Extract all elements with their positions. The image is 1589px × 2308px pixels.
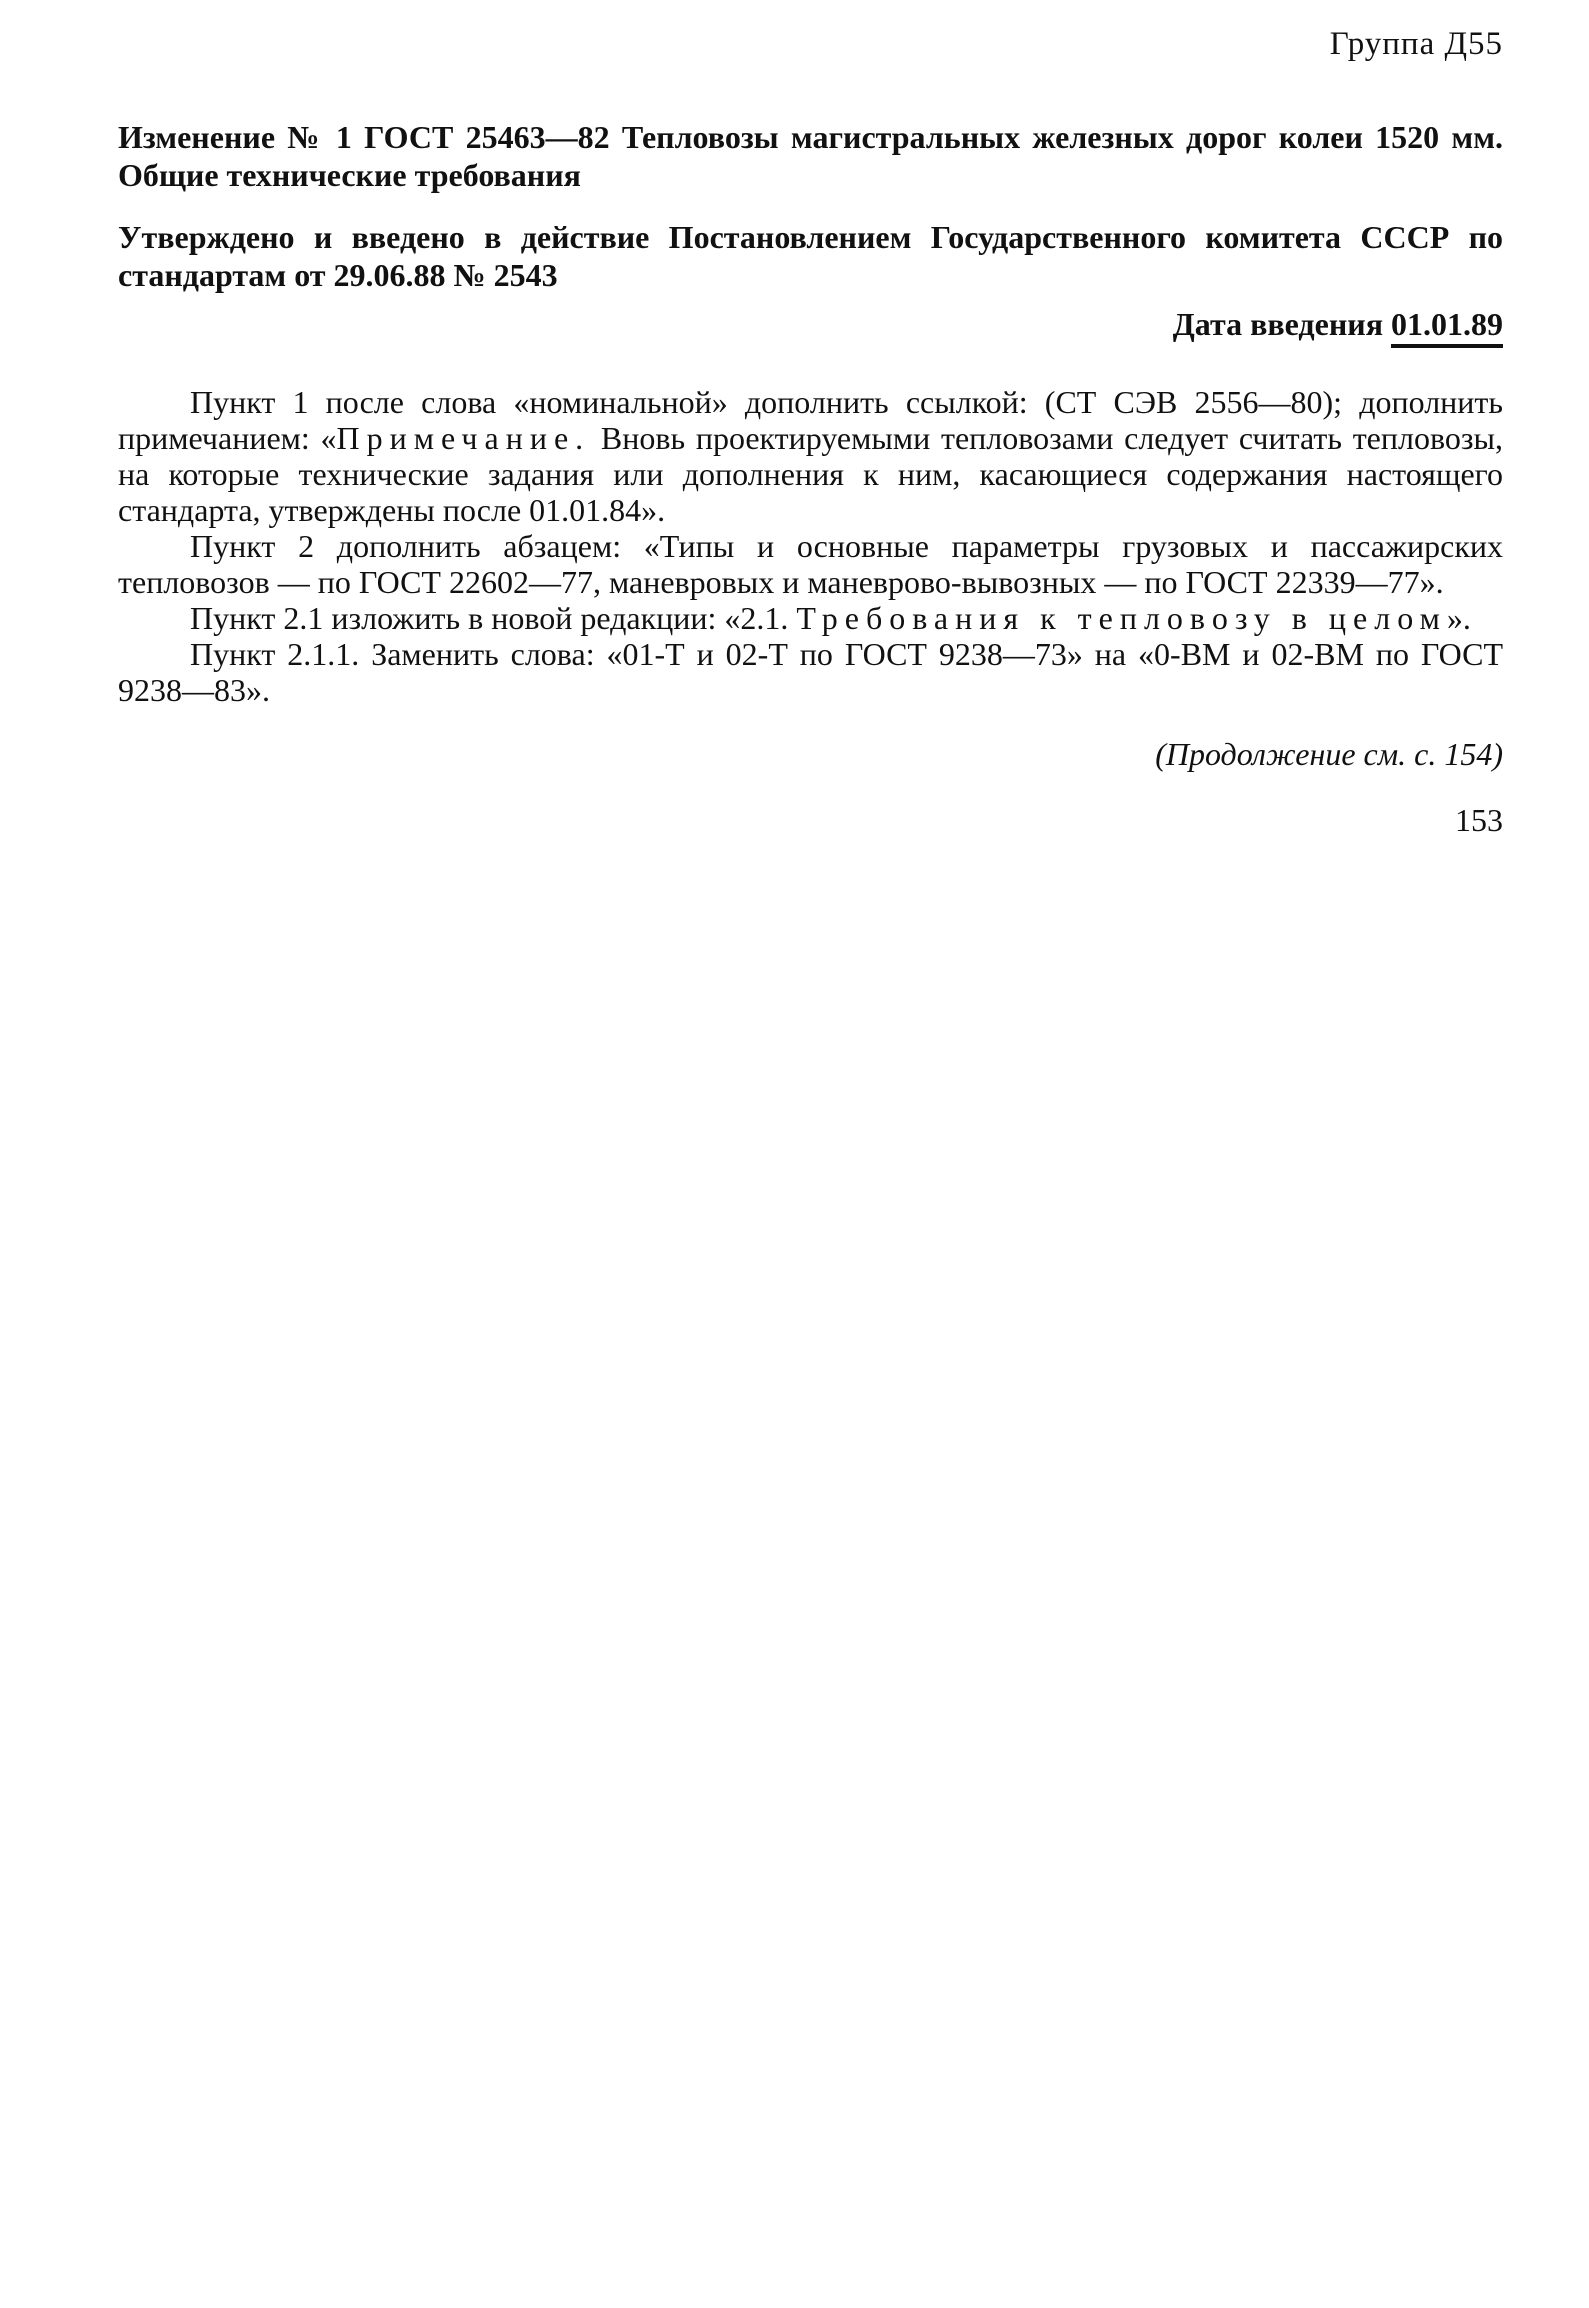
document-page [118, 24, 1503, 840]
group-code: Группа Д55 [1329, 26, 1503, 62]
approval-statement: Утверждено и введено в действие Постановлением Государственного комитета СССР по стандартам от 29.06.88 № 2543 [118, 219, 1503, 293]
effective-date-value: 01.01.89 [1391, 306, 1503, 348]
paragraph-point-2-1-text-b: ». [1446, 600, 1471, 636]
note-label: Примечание. [336, 420, 591, 456]
effective-date-line [118, 304, 1503, 344]
page-number: 153 [1455, 802, 1503, 838]
paragraph-point-1-text-b: Вновь проектируемыми тепловозами следует считать тепловозы, на которые технические задания или дополнения к ним, касающиеся содержания настоящего стандарта, утверждены после 01.01.84». [118, 420, 1503, 528]
amendment-body [118, 384, 1503, 708]
paragraph-point-1-text-a: Пункт 1 после слова «номинальной» дополнить ссылкой: (СТ СЭВ 2556—80); дополнить примечанием: « [118, 384, 1503, 456]
effective-date-label: Дата введения [1172, 306, 1383, 342]
paragraph-point-2-1-text-a: Пункт 2.1 изложить в новой редакции: «2.1. [190, 600, 797, 636]
amendment-title: Изменение № 1 ГОСТ 25463—82 Тепловозы магистральных железных дорог колеи 1520 мм. Общие технические требования [118, 119, 1503, 193]
continuation-note: (Продолжение см. с. 154) [1155, 736, 1503, 772]
requirements-heading: Требования к тепловозу в целом [796, 600, 1447, 636]
paragraph-point-1 [118, 384, 1503, 528]
paragraph-point-2: Пункт 2 дополнить абзацем: «Типы и основные параметры грузовых и пассажирских тепловозов — по ГОСТ 22602—77, маневровых и маневрово-вывозных — по ГОСТ 22339—77». [118, 528, 1503, 600]
paragraph-point-2-1 [118, 600, 1503, 636]
paragraph-point-2-1-1: Пункт 2.1.1. Заменить слова: «01-Т и 02-Т по ГОСТ 9238—73» на «0-ВМ и 02-ВМ по ГОСТ 9238—83». [118, 636, 1503, 708]
